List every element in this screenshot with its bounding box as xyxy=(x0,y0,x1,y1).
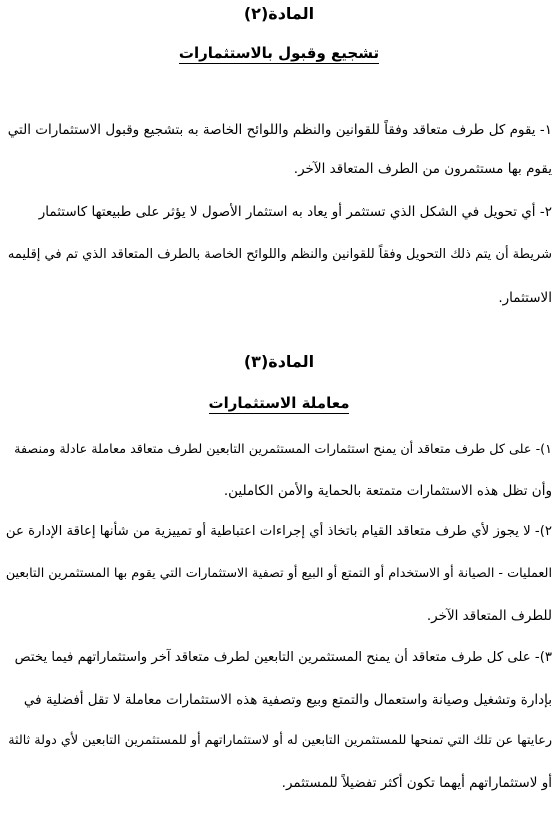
article-2-title-text: تشجيع وقبول بالاستثمارات xyxy=(178,44,380,62)
article-3-line-8: رعايتها عن تلك التي تمنحها للمستثمرين التابعين له أو لاستثماراتهم أو للمستثمرين التابعين لأي دولة ثالثة xyxy=(8,733,552,748)
article-3-line-7: بإدارة وتشغيل وصيانة واستعمال والتمتع وبيع وتصفية هذه الاستثمارات معاملة لا تقل أفضلية في xyxy=(23,692,552,708)
article-3-line-4: العمليات - الصيانة أو الاستخدام أو التمتع أو البيع أو تصفية الاستثمارات التي يقوم بها المستثمرين التابعين xyxy=(5,566,552,581)
article-2-line-2: يقوم بها مستثمرون من الطرف المتعاقد الآخر. xyxy=(293,161,552,177)
article-3-line-3: ٢)- لا يجوز لأي طرف متعاقد القيام باتخاذ أي إجراءات اعتباطية أو تمييزية من شأنها إعاقة الإدارة عن xyxy=(5,524,552,539)
article-2-heading: المادة(٢) xyxy=(243,4,315,23)
article-3-title-text: معاملة الاستثمارات xyxy=(208,394,350,412)
article-3-line-1: ١)- على كل طرف متعاقد أن يمنح استثمارات المستثمرين التابعين لطرف متعاقد معاملة عادلة ومنصفة xyxy=(14,442,552,457)
article-2-line-5: الاستثمار. xyxy=(498,290,552,306)
article-2-line-1: ١- يقوم كل طرف متعاقد وفقاً للقوانين والنظم واللوائح الخاصة به بتشجيع وقبول الاستثمارات التي xyxy=(7,122,552,138)
article-3-line-2: وأن تظل هذه الاستثمارات متمتعة بالحماية والأمن الكاملين. xyxy=(223,483,552,499)
article-3-line-9: أو لاستثماراتهم أيهما تكون أكثر تفضيلاً للمستثمر. xyxy=(281,775,552,791)
article-3-title xyxy=(0,394,558,412)
article-2-line-3: ٢- أي تحويل في الشكل الذي تستثمر أو يعاد به استثمار الأصول لا يؤثر على طبيعتها كاستثمار xyxy=(38,204,552,220)
article-3-line-6: ٣)- على كل طرف متعاقد أن يمنح المستثمرين التابعين لطرف متعاقد آخر واستثماراتهم فيما يختص xyxy=(14,650,552,665)
article-3-line-5: للطرف المتعاقد الآخر. xyxy=(426,608,552,624)
article-3-heading: المادة(٣) xyxy=(243,352,315,371)
article-2-title xyxy=(0,44,558,62)
article-2-line-4: شريطة أن يتم ذلك التحويل وفقاً للقوانين والنظم واللوائح الخاصة بالطرف المتعاقد الذي تم في إقليمه xyxy=(7,247,552,262)
